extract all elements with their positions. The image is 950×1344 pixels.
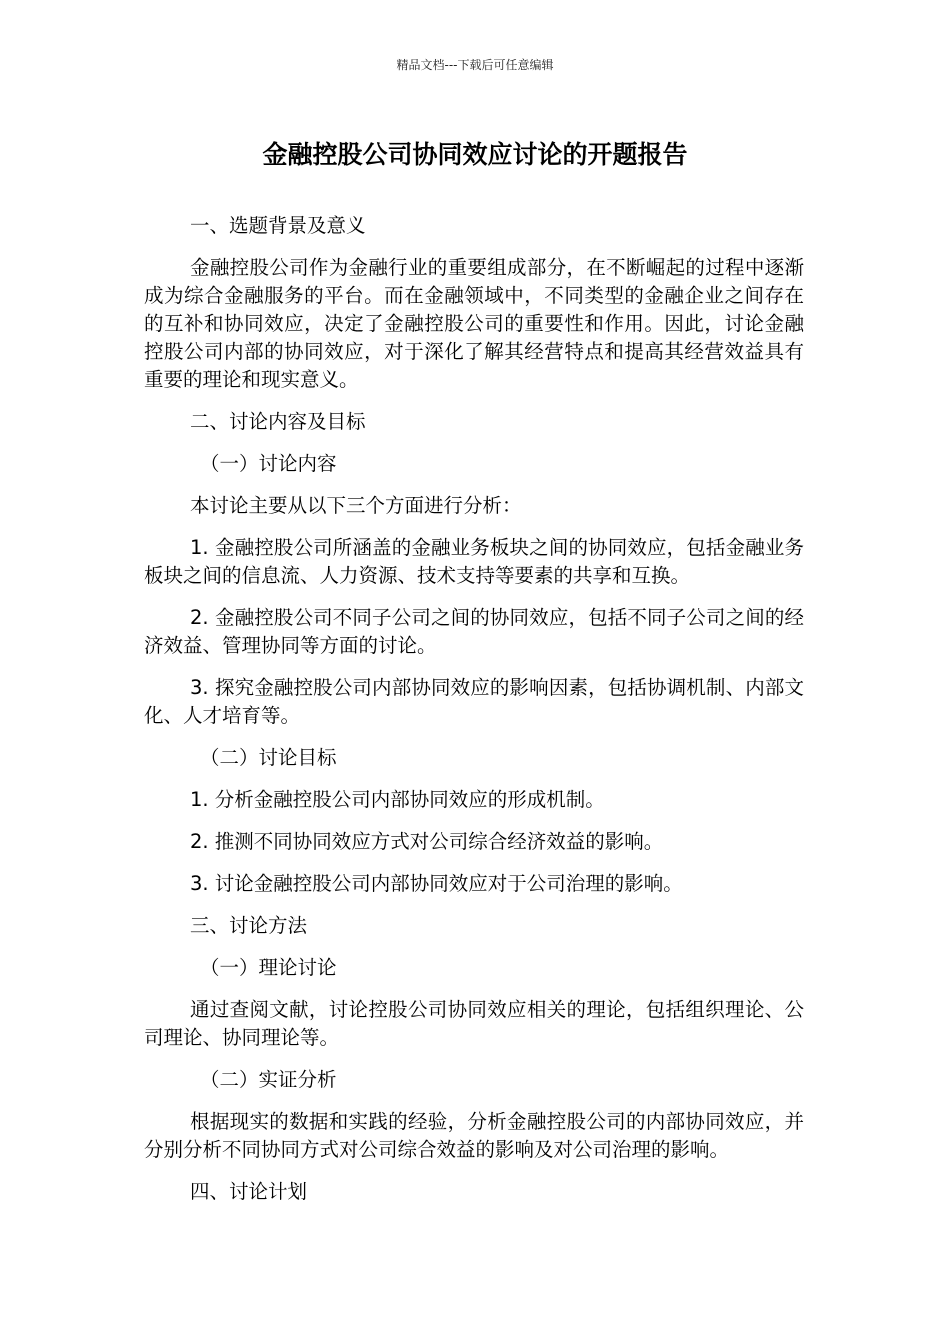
paragraph-theory: 通过查阅文献，讨论控股公司协同效应相关的理论，包括组织理论、公司理论、协同理论等。 — [144, 998, 804, 1049]
subsection-heading-goals: （二）讨论目标 — [200, 746, 337, 769]
list-item-content-3: 3. 探究金融控股公司内部协同效应的影响因素，包括协调机制、内部文化、人才培育等。 — [144, 676, 804, 727]
document-body — [144, 212, 804, 1220]
section-heading-content-goals: 二、讨论内容及目标 — [190, 410, 366, 433]
section-heading-plan: 四、讨论计划 — [190, 1180, 308, 1203]
list-item-goal-2: 2. 推测不同协同效应方式对公司综合经济效益的影响。 — [190, 830, 664, 853]
section-heading-background: 一、选题背景及意义 — [190, 214, 366, 237]
list-item-content-1: 1. 金融控股公司所涵盖的金融业务板块之间的协同效应，包括金融业务板块之间的信息流、人力资源、技术支持等要素的共享和互换。 — [144, 536, 804, 587]
paragraph-background: 金融控股公司作为金融行业的重要组成部分，在不断崛起的过程中逐渐成为综合金融服务的平台。而在金融领域中，不同类型的金融企业之间存在的互补和协同效应，决定了金融控股公司的重要性和作用。因此，讨论金融控股公司内部的协同效应，对于深化了解其经营特点和提高其经营效益具有重要的理论和现实意义。 — [144, 256, 804, 391]
paragraph-empirical: 根据现实的数据和实践的经验，分析金融控股公司的内部协同效应，并分别分析不同协同方式对公司综合效益的影响及对公司治理的影响。 — [144, 1110, 804, 1161]
list-item-goal-1: 1. 分析金融控股公司内部协同效应的形成机制。 — [190, 788, 605, 811]
subsection-heading-content: （一）讨论内容 — [200, 452, 337, 475]
list-item-content-2: 2. 金融控股公司不同子公司之间的协同效应，包括不同子公司之间的经济效益、管理协同等方面的讨论。 — [144, 606, 804, 657]
paragraph-content-intro: 本讨论主要从以下三个方面进行分析： — [190, 494, 522, 517]
section-heading-methods: 三、讨论方法 — [190, 914, 308, 937]
subsection-heading-theory: （一）理论讨论 — [200, 956, 337, 979]
header-note: 精品文档---下载后可任意编辑 — [396, 58, 554, 72]
document-title: 金融控股公司协同效应讨论的开题报告 — [262, 140, 688, 169]
subsection-heading-empirical: （二）实证分析 — [200, 1068, 337, 1091]
list-item-goal-3: 3. 讨论金融控股公司内部协同效应对于公司治理的影响。 — [190, 872, 683, 895]
